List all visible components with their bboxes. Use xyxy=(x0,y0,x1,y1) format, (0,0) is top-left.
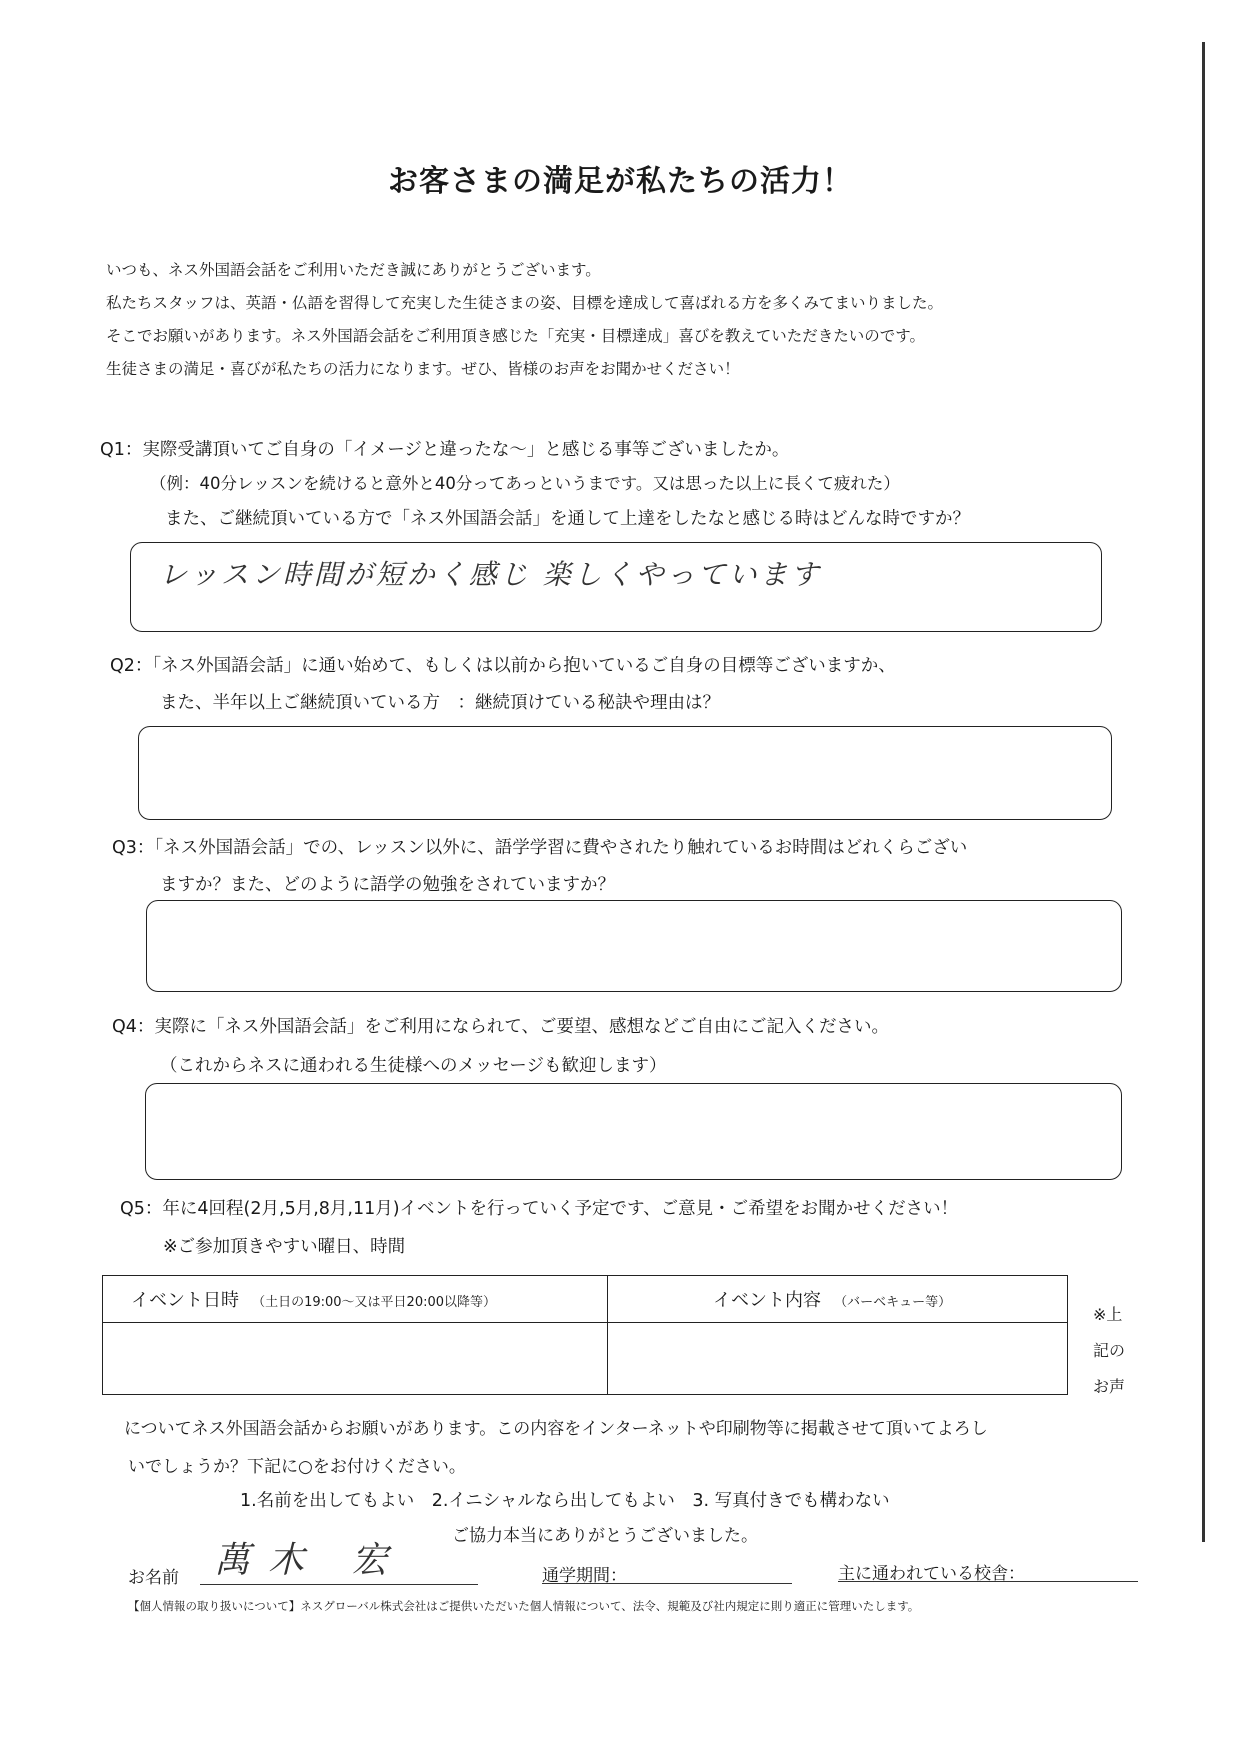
period-label: 通学期間： xyxy=(542,1566,627,1586)
q1-example: （例：40分レッスンを続けると意外と40分ってあっというまです。又は思った以上に長くて疲れた） xyxy=(150,474,900,493)
period-underline[interactable] xyxy=(542,1583,792,1584)
event-table xyxy=(102,1275,1068,1395)
event-content-label: イベント内容 xyxy=(713,1290,821,1311)
consent-options[interactable]: 1.名前を出してもよい 2.イニシャルなら出してもよい 3. 写真付きでも構わない xyxy=(240,1491,890,1511)
event-date-label: イベント日時 xyxy=(131,1290,239,1311)
event-content-answer-cell[interactable] xyxy=(608,1323,1068,1395)
q3-answer-box[interactable] xyxy=(146,900,1122,992)
event-content-note: （バーベキュー等） xyxy=(834,1295,952,1310)
q4-answer-box[interactable] xyxy=(145,1083,1122,1180)
intro-line-1: いつも、ネス外国語会話をご利用いただき誠にありがとうございます。 xyxy=(106,261,601,279)
event-date-note: （土日の19:00～又は平日20:00以降等） xyxy=(252,1295,497,1310)
event-date-answer-cell[interactable] xyxy=(103,1323,608,1395)
q3-question-2: ますか？また、どのように語学の勉強をされていますか？ xyxy=(160,875,615,895)
q4-question: Q4：実際に「ネス外国語会話」をご利用になられて、ご要望、感想などご自由にご記入ください。 xyxy=(112,1017,890,1037)
privacy-footer: 【個人情報の取り扱いについて】ネスグローバル株式会社はご提供いただいた個人情報について、法令、規範及び社内規定に則り適正に管理いたします。 xyxy=(128,1599,920,1613)
side-note xyxy=(1093,1297,1125,1405)
q1-question-2: また、ご継続頂いている方で「ネス外国語会話」を通して上達をしたなと感じる時はどんな時ですか？ xyxy=(165,509,970,529)
scan-edge xyxy=(1202,42,1205,1542)
event-content-header xyxy=(608,1276,1068,1323)
school-label: 主に通われている校舎： xyxy=(838,1564,1025,1584)
q2-answer-box[interactable] xyxy=(138,726,1112,820)
side-note-line-1: ※上 xyxy=(1093,1305,1123,1324)
event-table-header-row xyxy=(103,1276,1068,1323)
q1-answer-box[interactable] xyxy=(130,542,1102,632)
q4-question-2: （これからネスに通われる生徒様へのメッセージも歓迎します） xyxy=(160,1056,667,1076)
name-underline[interactable] xyxy=(200,1584,478,1585)
side-note-line-3: お声 xyxy=(1093,1377,1126,1396)
thanks-message: ご協力本当にありがとうございました。 xyxy=(452,1526,758,1546)
consent-line-2: いでしょうか？下記に○をお付けください。 xyxy=(128,1457,466,1477)
name-label: お名前 xyxy=(128,1568,179,1588)
intro-line-2: 私たちスタッフは、英語・仏語を習得して充実した生徒さまの姿、目標を達成して喜ばれる方を多くみてまいりました。 xyxy=(106,294,944,312)
intro-line-3: そこでお願いがあります。ネス外国語会話をご利用頂き感じた「充実・目標達成」喜びを教えていただきたいのです。 xyxy=(106,327,926,345)
q1-handwritten-answer: レッスン時間が短かく感じ 楽しくやっています xyxy=(159,558,822,591)
q1-question: Q1：実際受講頂いてご自身の「イメージと違ったな～」と感じる事等ございましたか。 xyxy=(100,440,790,460)
consent-line-1: についてネス外国語会話からお願いがあります。この内容をインターネットや印刷物等に掲載させて頂いてよろし xyxy=(124,1419,988,1439)
school-underline[interactable] xyxy=(838,1581,1138,1582)
q2-question-2: また、半年以上ご継続頂いている方 ：継続頂けている秘訣や理由は？ xyxy=(160,693,720,713)
event-date-header xyxy=(103,1276,608,1323)
event-table-answer-row xyxy=(103,1323,1068,1395)
page-title: お客さまの満足が私たちの活力！ xyxy=(388,164,853,199)
q3-question: Q3：「ネス外国語会話」での、レッスン以外に、語学学習に費やされたり触れているお時間はどれくらござい xyxy=(112,838,968,858)
side-note-line-2: 記の xyxy=(1093,1341,1126,1360)
q2-question: Q2：「ネス外国語会話」に通い始めて、もしくは以前から抱いているご自身の目標等ございますか、 xyxy=(110,656,896,676)
q5-question-2: ※ご参加頂きやすい曜日、時間 xyxy=(163,1237,406,1257)
q5-question: Q5：年に4回程(2月,5月,8月,11月)イベントを行っていく予定です、ご意見・ご希望をお聞かせください！ xyxy=(120,1199,959,1219)
handwritten-name: 萬木 宏 xyxy=(214,1540,406,1581)
intro-line-4: 生徒さまの満足・喜びが私たちの活力になります。ぜひ、皆様のお声をお聞かせください！ xyxy=(106,360,740,378)
